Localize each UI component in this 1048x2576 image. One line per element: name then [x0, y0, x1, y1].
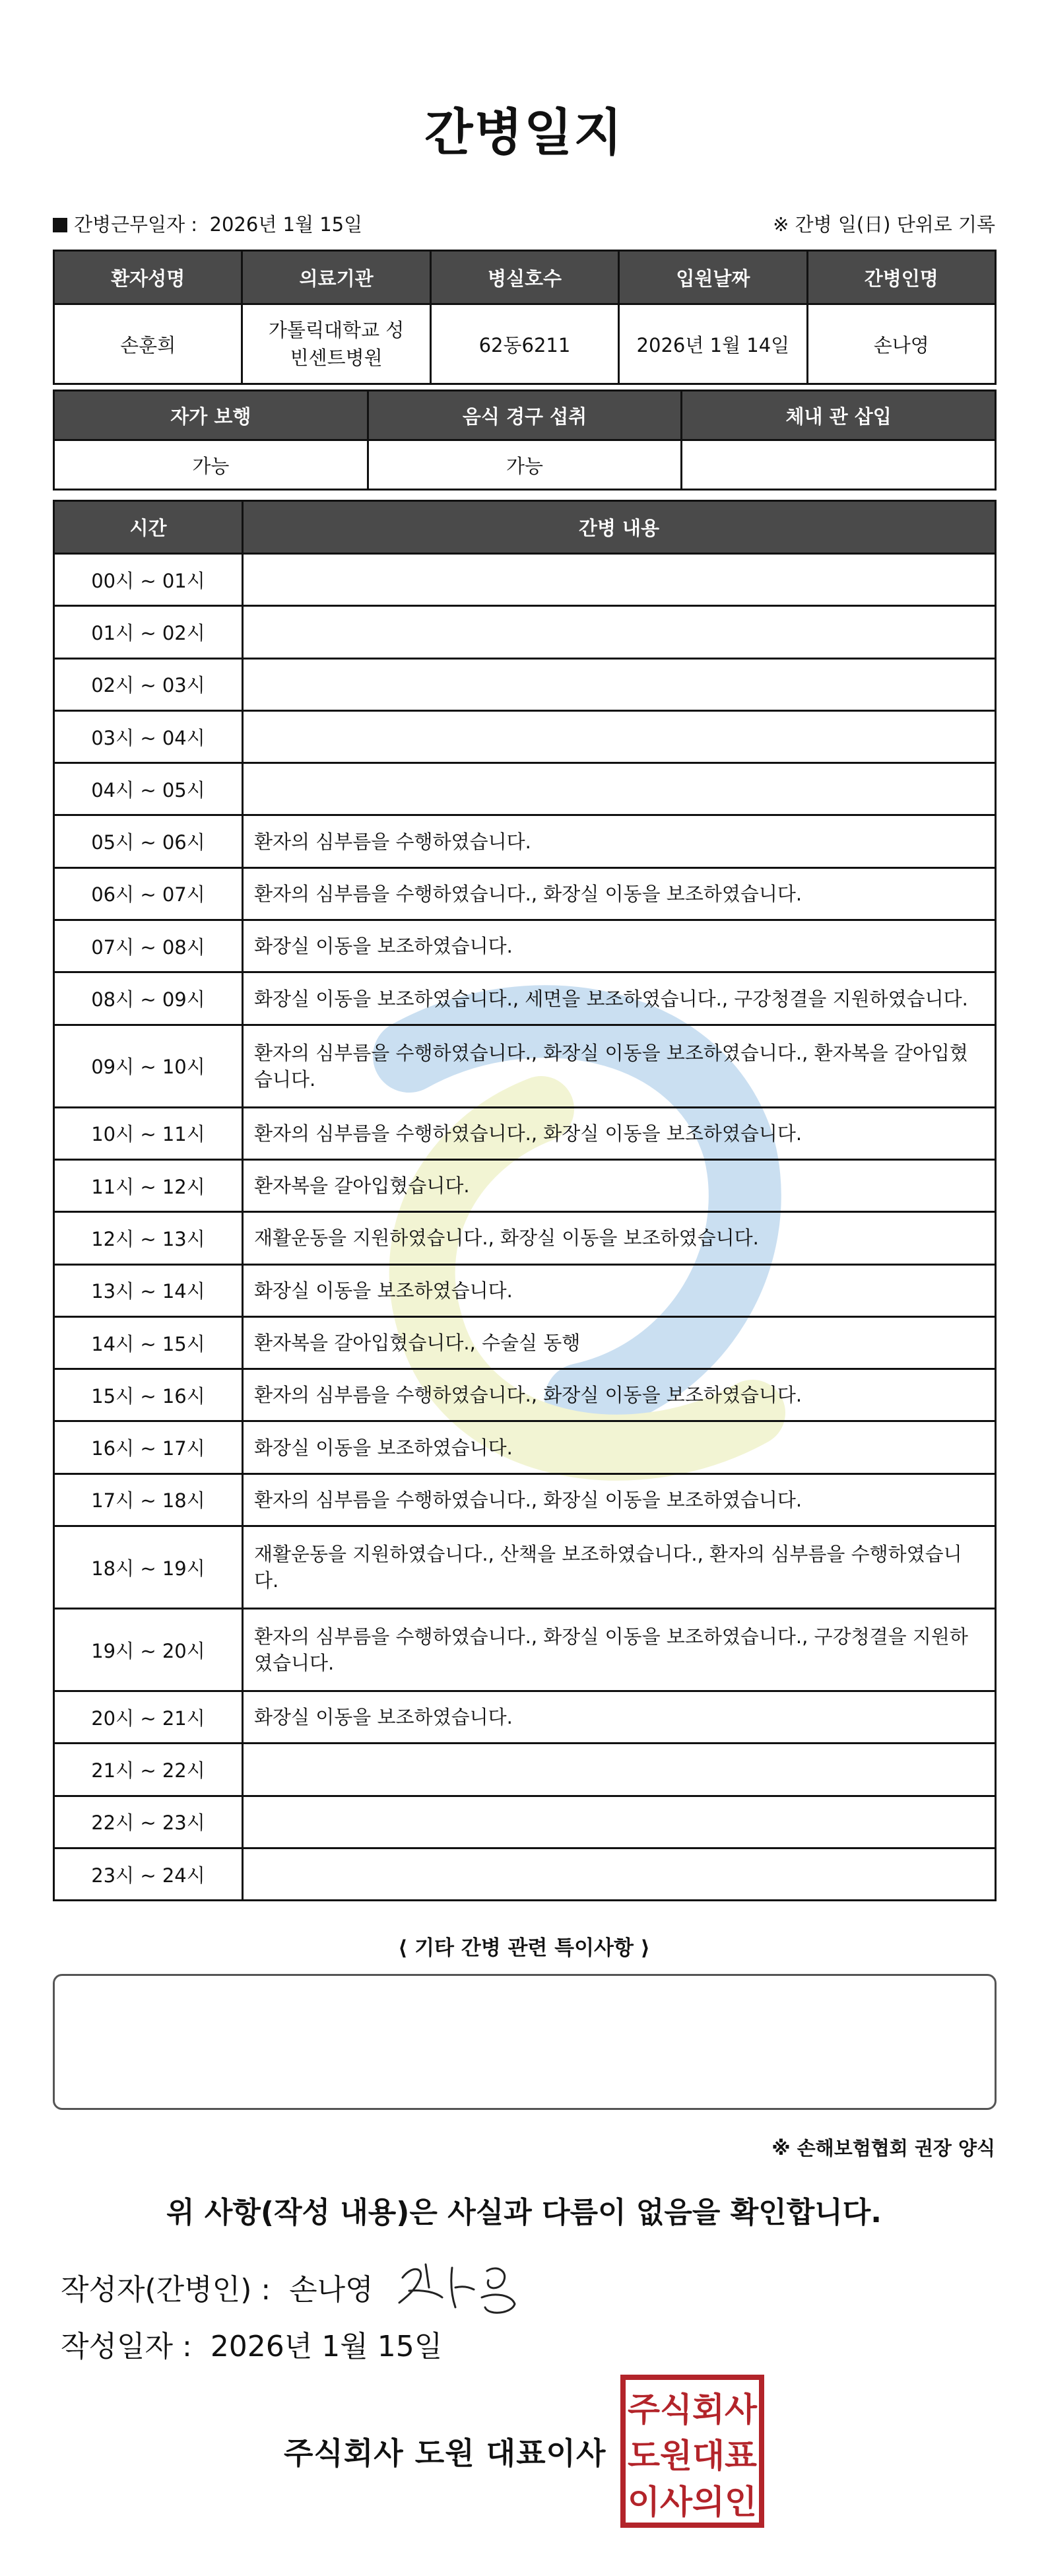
- care-log-row: [54, 1526, 996, 1609]
- care-log-content: [243, 1744, 996, 1796]
- writer-name: 손나영: [289, 2273, 374, 2307]
- care-log-row: [54, 763, 996, 815]
- caregiver-name: 손나영: [807, 304, 995, 384]
- care-log-time: 18시 ~ 19시: [54, 1526, 243, 1609]
- unit-note: ※ 간병 일(日) 단위로 기록: [773, 213, 995, 236]
- abilities-value-row: [54, 440, 996, 490]
- work-date-value: 2026년 1월 15일: [209, 213, 363, 236]
- care-log-time: 11시 ~ 12시: [54, 1159, 243, 1211]
- care-log-content: 환자의 심부름을 수행하였습니다., 화장실 이동을 보조하였습니다., 환자복을 갈아입혔습니다.: [243, 1025, 996, 1107]
- care-log-row: [54, 1609, 996, 1691]
- care-log-row: [54, 1691, 996, 1744]
- patient-info-value-row: [54, 304, 996, 384]
- care-log-row: [54, 606, 996, 658]
- care-log-content: 환자의 심부름을 수행하였습니다., 화장실 이동을 보조하였습니다.: [243, 1369, 996, 1421]
- care-log-content: [243, 1848, 996, 1900]
- care-log-row: [54, 1107, 996, 1159]
- seal-line-2: 도원대표: [628, 2437, 758, 2475]
- care-log-time: 08시 ~ 09시: [54, 972, 243, 1025]
- work-date-label: 간병근무일자 :: [74, 213, 198, 236]
- header-oral-intake: 음식 경구 섭취: [368, 391, 682, 440]
- care-log-content: [243, 554, 996, 606]
- care-log-row: [54, 554, 996, 606]
- care-log-row: [54, 867, 996, 920]
- header-care-content: 간병 내용: [243, 501, 996, 554]
- care-log-time: 17시 ~ 18시: [54, 1474, 243, 1526]
- writer-line: [61, 2266, 374, 2308]
- care-log-row: [54, 972, 996, 1025]
- care-log-row: [54, 1212, 996, 1264]
- care-log-row: [54, 1744, 996, 1796]
- care-log-time: 15시 ~ 16시: [54, 1369, 243, 1421]
- care-log-time: 01시 ~ 02시: [54, 606, 243, 658]
- care-log-row: [54, 1264, 996, 1316]
- oral-intake-value: 가능: [368, 440, 682, 490]
- care-log-time: 02시 ~ 03시: [54, 658, 243, 710]
- document-title: 간병일지: [424, 103, 624, 162]
- self-walking-value: 가능: [54, 440, 368, 490]
- care-log-time: 12시 ~ 13시: [54, 1212, 243, 1264]
- care-log-header-row: [54, 501, 996, 554]
- care-log-content: [243, 606, 996, 658]
- care-log-time: 00시 ~ 01시: [54, 554, 243, 606]
- tube-insertion-value: [682, 440, 996, 490]
- care-log-row: [54, 1159, 996, 1211]
- care-log-row: [54, 1848, 996, 1900]
- form-note: ※ 손해보험협회 권장 양식: [771, 2137, 995, 2159]
- care-log-time: 09시 ~ 10시: [54, 1025, 243, 1107]
- care-log-content: 화장실 이동을 보조하였습니다.: [243, 1691, 996, 1744]
- header-room: 병실호수: [430, 251, 618, 304]
- care-log-row: [54, 920, 996, 972]
- care-log-row: [54, 710, 996, 763]
- header-tube-insertion: 체내 관 삽입: [682, 391, 996, 440]
- confirmation-statement: 위 사항(작성 내용)은 사실과 다름이 없음을 확인합니다.: [166, 2196, 882, 2229]
- square-bullet-icon: [53, 218, 67, 232]
- care-log-row: [54, 1474, 996, 1526]
- write-date-line: [61, 2322, 442, 2365]
- header-hospital: 의료기관: [242, 251, 430, 304]
- header-time: 시간: [54, 501, 243, 554]
- write-date-value: 2026년 1월 15일: [210, 2330, 443, 2363]
- patient-info-header-row: [54, 251, 996, 304]
- seal-line-1: 주식회사: [628, 2390, 758, 2429]
- care-log-content: 환자복을 갈아입혔습니다., 수술실 동행: [243, 1316, 996, 1369]
- handwritten-signature: [389, 2251, 521, 2324]
- care-log-content: 환자의 심부름을 수행하였습니다., 화장실 이동을 보조하였습니다.: [243, 867, 996, 920]
- patient-info-table: [53, 250, 997, 385]
- care-log-content: 화장실 이동을 보조하였습니다.: [243, 920, 996, 972]
- care-log-content: 화장실 이동을 보조하였습니다.: [243, 1421, 996, 1474]
- care-log-time: 23시 ~ 24시: [54, 1848, 243, 1900]
- care-log-content: 환자의 심부름을 수행하였습니다., 화장실 이동을 보조하였습니다.: [243, 1107, 996, 1159]
- care-log-row: [54, 1316, 996, 1369]
- writer-label: 작성자(간병인) :: [61, 2273, 271, 2307]
- care-log-row: [54, 1421, 996, 1474]
- care-log-content: 화장실 이동을 보조하였습니다., 세면을 보조하였습니다., 구강청결을 지원하였습니다.: [243, 972, 996, 1025]
- seal-line-3: 이사의인: [628, 2483, 757, 2521]
- care-log-row: [54, 1369, 996, 1421]
- room-number: 62동6211: [430, 304, 618, 384]
- care-log-table: [53, 500, 997, 1901]
- remarks-box: [53, 1974, 997, 2110]
- care-log-time: 20시 ~ 21시: [54, 1691, 243, 1744]
- abilities-header-row: [54, 391, 996, 440]
- care-log-time: 21시 ~ 22시: [54, 1744, 243, 1796]
- patient-name: 손훈희: [54, 304, 242, 384]
- care-log-row: [54, 1796, 996, 1848]
- care-log-time: 10시 ~ 11시: [54, 1107, 243, 1159]
- care-log-time: 16시 ~ 17시: [54, 1421, 243, 1474]
- care-log-content: 환자복을 갈아입혔습니다.: [243, 1159, 996, 1211]
- care-log-content: [243, 763, 996, 815]
- care-log-body: [54, 554, 996, 1901]
- header-self-walking: 자가 보행: [54, 391, 368, 440]
- care-log-time: 05시 ~ 06시: [54, 815, 243, 867]
- care-log-content: 화장실 이동을 보조하였습니다.: [243, 1264, 996, 1316]
- care-log-content: [243, 658, 996, 710]
- care-log-content: 환자의 심부름을 수행하였습니다., 화장실 이동을 보조하였습니다., 구강청결을 지원하였습니다.: [243, 1609, 996, 1691]
- patient-abilities-table: [53, 390, 997, 491]
- care-log-content: [243, 710, 996, 763]
- hospital-name: 가톨릭대학교 성빈센트병원: [242, 304, 430, 384]
- care-log-time: 07시 ~ 08시: [54, 920, 243, 972]
- care-log-row: [54, 815, 996, 867]
- care-log-time: 03시 ~ 04시: [54, 710, 243, 763]
- care-log-time: 13시 ~ 14시: [54, 1264, 243, 1316]
- header-admission-date: 입원날짜: [619, 251, 807, 304]
- care-log-content: 환자의 심부름을 수행하였습니다., 화장실 이동을 보조하였습니다.: [243, 1474, 996, 1526]
- care-log-content: 재활운동을 지원하였습니다., 화장실 이동을 보조하였습니다.: [243, 1212, 996, 1264]
- care-log-time: 19시 ~ 20시: [54, 1609, 243, 1691]
- header-caregiver-name: 간병인명: [807, 251, 995, 304]
- care-log-time: 04시 ~ 05시: [54, 763, 243, 815]
- admission-date: 2026년 1월 14일: [619, 304, 807, 384]
- remarks-title: ⟨ 기타 간병 관련 특이사항 ⟩: [398, 1936, 650, 1960]
- care-log-row: [54, 658, 996, 710]
- care-log-time: 06시 ~ 07시: [54, 867, 243, 920]
- work-date-line: [53, 210, 362, 237]
- write-date-label: 작성일자 :: [61, 2330, 192, 2363]
- care-log-time: 14시 ~ 15시: [54, 1316, 243, 1369]
- care-log-content: [243, 1796, 996, 1848]
- care-log-content: 환자의 심부름을 수행하였습니다.: [243, 815, 996, 867]
- care-log-row: [54, 1025, 996, 1107]
- care-log-time: 22시 ~ 23시: [54, 1796, 243, 1848]
- care-log-content: 재활운동을 지원하였습니다., 산책을 보조하였습니다., 환자의 심부름을 수행하였습니다.: [243, 1526, 996, 1609]
- company-representative: 주식회사 도원 대표이사: [284, 2435, 606, 2471]
- company-seal-stamp: [619, 2373, 766, 2529]
- header-patient-name: 환자성명: [54, 251, 242, 304]
